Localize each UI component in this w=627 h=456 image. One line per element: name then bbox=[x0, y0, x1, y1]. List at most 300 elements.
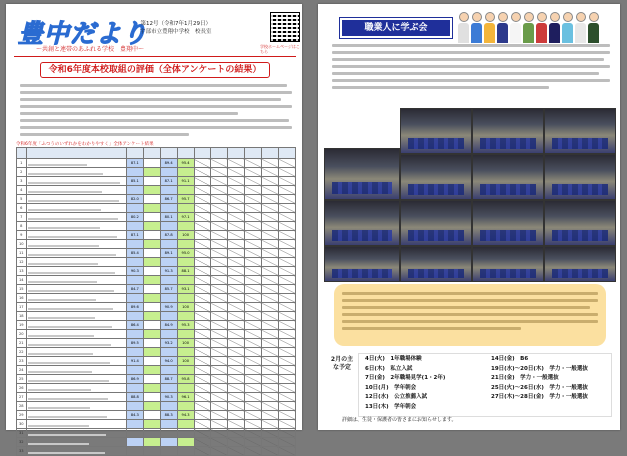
value-cell bbox=[279, 231, 296, 240]
question-cell bbox=[26, 285, 126, 294]
table-row bbox=[17, 330, 296, 339]
table-row bbox=[17, 366, 296, 375]
value-cell bbox=[194, 303, 211, 312]
row-number: 33 bbox=[17, 447, 27, 456]
value-cell bbox=[177, 429, 194, 438]
value-cell bbox=[228, 276, 245, 285]
value-cell: 100 bbox=[177, 357, 194, 366]
value-cell bbox=[160, 168, 177, 177]
value-cell bbox=[279, 294, 296, 303]
value-cell bbox=[279, 177, 296, 186]
question-cell bbox=[26, 357, 126, 366]
value-cell: 94.3 bbox=[177, 411, 194, 420]
figure-icon bbox=[575, 12, 586, 42]
value-cell bbox=[126, 168, 143, 177]
value-cell bbox=[126, 204, 143, 213]
figure-icon bbox=[471, 12, 482, 42]
row-number: 12 bbox=[17, 258, 27, 267]
row-number: 8 bbox=[17, 222, 27, 231]
table-row bbox=[17, 303, 296, 312]
value-cell bbox=[126, 222, 143, 231]
row-number: 18 bbox=[17, 312, 27, 321]
value-cell bbox=[262, 177, 279, 186]
row-number: 23 bbox=[17, 357, 27, 366]
value-cell bbox=[211, 303, 228, 312]
question-cell bbox=[26, 195, 126, 204]
question-cell bbox=[26, 384, 126, 393]
value-cell bbox=[143, 420, 160, 429]
value-cell bbox=[245, 384, 262, 393]
value-cell bbox=[279, 240, 296, 249]
table-row bbox=[17, 420, 296, 429]
value-cell bbox=[177, 294, 194, 303]
event-item: 7日(金) 2年職場見学(1・2年) bbox=[365, 375, 446, 381]
value-cell bbox=[228, 330, 245, 339]
class-photo bbox=[400, 154, 472, 200]
row-number: 13 bbox=[17, 267, 27, 276]
value-cell bbox=[228, 177, 245, 186]
value-cell bbox=[194, 249, 211, 258]
footer-note: 詳細は、生徒・保護者の皆さまにお知らせします。 bbox=[342, 417, 457, 423]
issue-number: 第12号（令和7年1月29日） bbox=[140, 21, 211, 27]
value-cell bbox=[211, 321, 228, 330]
value-cell bbox=[245, 294, 262, 303]
value-cell bbox=[143, 294, 160, 303]
value-cell: 88.3 bbox=[160, 411, 177, 420]
value-cell bbox=[211, 312, 228, 321]
value-cell bbox=[211, 375, 228, 384]
value-cell bbox=[160, 204, 177, 213]
value-cell bbox=[262, 294, 279, 303]
value-cell bbox=[262, 366, 279, 375]
value-cell: 90.9 bbox=[160, 303, 177, 312]
question-cell bbox=[26, 258, 126, 267]
value-cell bbox=[262, 267, 279, 276]
value-cell bbox=[279, 195, 296, 204]
value-cell bbox=[262, 330, 279, 339]
value-cell bbox=[228, 393, 245, 402]
value-cell bbox=[160, 384, 177, 393]
value-cell bbox=[211, 366, 228, 375]
event-item: 6日(木) 私立入試 bbox=[365, 365, 413, 372]
event-item: 13日(木) 学年朝会 bbox=[365, 403, 417, 410]
value-cell bbox=[245, 276, 262, 285]
value-cell bbox=[245, 357, 262, 366]
value-cell bbox=[143, 366, 160, 375]
value-cell bbox=[262, 384, 279, 393]
row-number: 4 bbox=[17, 186, 27, 195]
value-cell bbox=[245, 411, 262, 420]
value-cell bbox=[279, 330, 296, 339]
table-row bbox=[17, 222, 296, 231]
row-number: 20 bbox=[17, 330, 27, 339]
table-row bbox=[17, 429, 296, 438]
value-cell bbox=[211, 393, 228, 402]
class-photo bbox=[472, 246, 544, 282]
value-cell bbox=[279, 357, 296, 366]
value-cell bbox=[143, 447, 160, 456]
value-cell bbox=[211, 159, 228, 168]
value-cell bbox=[177, 348, 194, 357]
value-cell bbox=[279, 312, 296, 321]
class-photo bbox=[544, 108, 616, 154]
figure-icon bbox=[510, 12, 521, 42]
value-cell bbox=[211, 438, 228, 447]
value-cell bbox=[228, 429, 245, 438]
value-cell bbox=[245, 222, 262, 231]
value-cell: 95.7 bbox=[177, 195, 194, 204]
value-cell bbox=[194, 429, 211, 438]
row-number: 19 bbox=[17, 321, 27, 330]
class-photo bbox=[472, 154, 544, 200]
value-cell bbox=[245, 375, 262, 384]
row-number: 17 bbox=[17, 303, 27, 312]
value-cell bbox=[177, 186, 194, 195]
value-cell bbox=[262, 231, 279, 240]
row-number: 11 bbox=[17, 249, 27, 258]
value-cell bbox=[228, 240, 245, 249]
figure-icon bbox=[562, 12, 573, 42]
value-cell bbox=[160, 222, 177, 231]
class-photo bbox=[472, 108, 544, 154]
value-cell bbox=[194, 195, 211, 204]
row-number: 16 bbox=[17, 294, 27, 303]
table-row bbox=[17, 438, 296, 447]
value-cell: 87.8 bbox=[160, 231, 177, 240]
events-list bbox=[358, 353, 612, 417]
question-cell bbox=[26, 249, 126, 258]
value-cell bbox=[126, 294, 143, 303]
value-cell bbox=[211, 204, 228, 213]
question-cell bbox=[26, 375, 126, 384]
row-number: 7 bbox=[17, 213, 27, 222]
question-cell bbox=[26, 393, 126, 402]
value-cell bbox=[228, 303, 245, 312]
question-cell bbox=[26, 231, 126, 240]
row-number: 9 bbox=[17, 231, 27, 240]
value-cell bbox=[211, 384, 228, 393]
value-cell bbox=[194, 168, 211, 177]
value-cell bbox=[262, 249, 279, 258]
value-cell bbox=[160, 258, 177, 267]
table-row bbox=[17, 348, 296, 357]
value-cell bbox=[211, 267, 228, 276]
value-cell bbox=[245, 159, 262, 168]
question-cell bbox=[26, 411, 126, 420]
question-cell bbox=[26, 177, 126, 186]
value-cell bbox=[262, 402, 279, 411]
value-cell bbox=[143, 168, 160, 177]
value-cell bbox=[228, 366, 245, 375]
value-cell bbox=[126, 402, 143, 411]
value-cell bbox=[194, 366, 211, 375]
events-label: 2月の主な予定 bbox=[330, 356, 354, 371]
value-cell bbox=[126, 330, 143, 339]
value-cell bbox=[245, 348, 262, 357]
value-cell: 80.1 bbox=[160, 213, 177, 222]
value-cell bbox=[194, 204, 211, 213]
event-item: 12日(水) 公立推薦入試 bbox=[365, 394, 428, 400]
value-cell: 86.7 bbox=[160, 195, 177, 204]
value-cell bbox=[143, 186, 160, 195]
value-cell bbox=[211, 168, 228, 177]
value-cell bbox=[194, 285, 211, 294]
value-cell bbox=[194, 276, 211, 285]
value-cell bbox=[228, 285, 245, 294]
value-cell bbox=[211, 429, 228, 438]
row-number: 30 bbox=[17, 420, 27, 429]
table-row bbox=[17, 168, 296, 177]
summary-box bbox=[334, 284, 606, 346]
question-cell bbox=[26, 303, 126, 312]
value-cell bbox=[279, 393, 296, 402]
value-cell: 85.1 bbox=[126, 177, 143, 186]
school-name: 宇部市立豊翔中学校 校長室 bbox=[140, 29, 212, 35]
value-cell bbox=[245, 285, 262, 294]
table-row bbox=[17, 393, 296, 402]
value-cell bbox=[126, 240, 143, 249]
value-cell: 100 bbox=[177, 339, 194, 348]
job-talk-paragraph bbox=[332, 42, 610, 93]
value-cell: 91.3 bbox=[160, 267, 177, 276]
value-cell bbox=[160, 366, 177, 375]
event-item: 25日(火)〜26日(水) 学力・一般選抜 bbox=[491, 384, 588, 391]
question-cell bbox=[26, 321, 126, 330]
value-cell: 86.9 bbox=[126, 375, 143, 384]
newsletter-title: 豊中だより bbox=[18, 19, 149, 48]
value-cell: 91.4 bbox=[126, 357, 143, 366]
value-cell bbox=[160, 312, 177, 321]
value-cell bbox=[279, 429, 296, 438]
value-cell bbox=[211, 240, 228, 249]
value-cell: 86.4 bbox=[126, 321, 143, 330]
value-cell bbox=[194, 177, 211, 186]
table-row bbox=[17, 159, 296, 168]
value-cell bbox=[211, 420, 228, 429]
value-cell bbox=[211, 231, 228, 240]
value-cell bbox=[177, 222, 194, 231]
row-number: 3 bbox=[17, 177, 27, 186]
value-cell bbox=[177, 330, 194, 339]
value-cell bbox=[143, 195, 160, 204]
table-row bbox=[17, 177, 296, 186]
value-cell bbox=[245, 420, 262, 429]
value-cell bbox=[245, 186, 262, 195]
value-cell bbox=[194, 393, 211, 402]
row-number: 5 bbox=[17, 195, 27, 204]
value-cell bbox=[228, 231, 245, 240]
value-cell bbox=[228, 267, 245, 276]
value-cell: 88.1 bbox=[177, 267, 194, 276]
value-cell bbox=[143, 375, 160, 384]
value-cell bbox=[126, 384, 143, 393]
value-cell bbox=[126, 258, 143, 267]
evaluation-paragraph bbox=[20, 82, 292, 140]
value-cell bbox=[177, 312, 194, 321]
value-cell bbox=[194, 411, 211, 420]
table-row bbox=[17, 357, 296, 366]
row-number: 15 bbox=[17, 285, 27, 294]
value-cell bbox=[126, 276, 143, 285]
table-row bbox=[17, 312, 296, 321]
question-cell bbox=[26, 222, 126, 231]
value-cell bbox=[279, 366, 296, 375]
value-cell bbox=[262, 411, 279, 420]
class-photo bbox=[400, 246, 472, 282]
value-cell bbox=[245, 267, 262, 276]
value-cell bbox=[143, 222, 160, 231]
value-cell bbox=[143, 402, 160, 411]
value-cell bbox=[228, 195, 245, 204]
value-cell bbox=[279, 411, 296, 420]
question-cell bbox=[26, 186, 126, 195]
value-cell: 87.1 bbox=[126, 159, 143, 168]
question-cell bbox=[26, 330, 126, 339]
value-cell bbox=[194, 240, 211, 249]
value-cell: 100 bbox=[177, 231, 194, 240]
row-number: 14 bbox=[17, 276, 27, 285]
value-cell bbox=[279, 348, 296, 357]
row-number: 2 bbox=[17, 168, 27, 177]
value-cell bbox=[143, 312, 160, 321]
value-cell bbox=[177, 276, 194, 285]
value-cell bbox=[194, 186, 211, 195]
value-cell bbox=[211, 447, 228, 456]
value-cell bbox=[262, 159, 279, 168]
value-cell bbox=[194, 213, 211, 222]
value-cell bbox=[211, 195, 228, 204]
class-photo bbox=[472, 200, 544, 246]
value-cell bbox=[143, 276, 160, 285]
figure-icon bbox=[458, 12, 469, 42]
value-cell bbox=[279, 249, 296, 258]
figure-icon bbox=[497, 12, 508, 42]
value-cell bbox=[262, 168, 279, 177]
table-row bbox=[17, 186, 296, 195]
question-cell bbox=[26, 276, 126, 285]
value-cell bbox=[262, 312, 279, 321]
value-cell bbox=[245, 249, 262, 258]
value-cell: 82.0 bbox=[126, 195, 143, 204]
value-cell bbox=[228, 384, 245, 393]
value-cell: 95.3 bbox=[177, 321, 194, 330]
table-row bbox=[17, 294, 296, 303]
value-cell bbox=[177, 438, 194, 447]
value-cell bbox=[160, 348, 177, 357]
row-number: 32 bbox=[17, 438, 27, 447]
value-cell bbox=[228, 168, 245, 177]
value-cell bbox=[245, 303, 262, 312]
table-row bbox=[17, 339, 296, 348]
question-cell bbox=[26, 312, 126, 321]
value-cell bbox=[126, 312, 143, 321]
value-cell bbox=[211, 357, 228, 366]
value-cell: 84.3 bbox=[126, 411, 143, 420]
value-cell bbox=[177, 204, 194, 213]
value-cell bbox=[262, 447, 279, 456]
value-cell: 85.7 bbox=[160, 285, 177, 294]
value-cell bbox=[245, 204, 262, 213]
job-talk-title: 職業人に学ぶ会 bbox=[340, 18, 452, 38]
value-cell bbox=[177, 366, 194, 375]
value-cell bbox=[194, 267, 211, 276]
value-cell bbox=[262, 285, 279, 294]
value-cell bbox=[245, 312, 262, 321]
value-cell: 89.5 bbox=[126, 339, 143, 348]
row-number: 24 bbox=[17, 366, 27, 375]
value-cell bbox=[194, 258, 211, 267]
value-cell bbox=[126, 447, 143, 456]
event-item: 27日(木)〜28日(金) 学力・一般選抜 bbox=[491, 394, 588, 400]
value-cell bbox=[143, 330, 160, 339]
value-cell: 80.2 bbox=[126, 213, 143, 222]
question-cell bbox=[26, 339, 126, 348]
value-cell bbox=[143, 348, 160, 357]
value-cell bbox=[228, 159, 245, 168]
value-cell bbox=[262, 420, 279, 429]
table-row bbox=[17, 213, 296, 222]
value-cell bbox=[160, 402, 177, 411]
value-cell bbox=[143, 231, 160, 240]
value-cell bbox=[279, 222, 296, 231]
value-cell: 95.8 bbox=[177, 375, 194, 384]
value-cell bbox=[262, 276, 279, 285]
question-cell bbox=[26, 402, 126, 411]
value-cell bbox=[143, 429, 160, 438]
value-cell: 87.1 bbox=[160, 177, 177, 186]
value-cell bbox=[160, 420, 177, 429]
qr-note: 学校ホームページはこちら bbox=[260, 44, 300, 54]
value-cell: 88.8 bbox=[126, 393, 143, 402]
value-cell bbox=[160, 330, 177, 339]
figure-icon bbox=[536, 12, 547, 42]
value-cell bbox=[143, 258, 160, 267]
value-cell bbox=[177, 240, 194, 249]
value-cell: 90.3 bbox=[160, 393, 177, 402]
value-cell bbox=[245, 339, 262, 348]
value-cell bbox=[279, 204, 296, 213]
value-cell: 94.0 bbox=[160, 357, 177, 366]
value-cell bbox=[194, 375, 211, 384]
value-cell bbox=[228, 294, 245, 303]
value-cell bbox=[245, 240, 262, 249]
value-cell bbox=[279, 276, 296, 285]
row-number: 26 bbox=[17, 384, 27, 393]
value-cell: 95.0 bbox=[177, 249, 194, 258]
value-cell bbox=[245, 168, 262, 177]
value-cell bbox=[143, 357, 160, 366]
question-cell bbox=[26, 267, 126, 276]
value-cell bbox=[245, 231, 262, 240]
value-cell bbox=[262, 429, 279, 438]
table-row bbox=[17, 267, 296, 276]
value-cell: 85.4 bbox=[126, 249, 143, 258]
class-photo bbox=[400, 200, 472, 246]
value-cell: 96.1 bbox=[177, 393, 194, 402]
value-cell bbox=[228, 213, 245, 222]
value-cell bbox=[194, 384, 211, 393]
value-cell bbox=[228, 438, 245, 447]
value-cell bbox=[279, 375, 296, 384]
question-cell bbox=[26, 204, 126, 213]
value-cell bbox=[228, 321, 245, 330]
value-cell bbox=[143, 285, 160, 294]
event-item: 10日(月) 学年朝会 bbox=[365, 384, 417, 391]
value-cell bbox=[194, 348, 211, 357]
value-cell bbox=[194, 447, 211, 456]
value-cell bbox=[160, 240, 177, 249]
value-cell bbox=[211, 348, 228, 357]
